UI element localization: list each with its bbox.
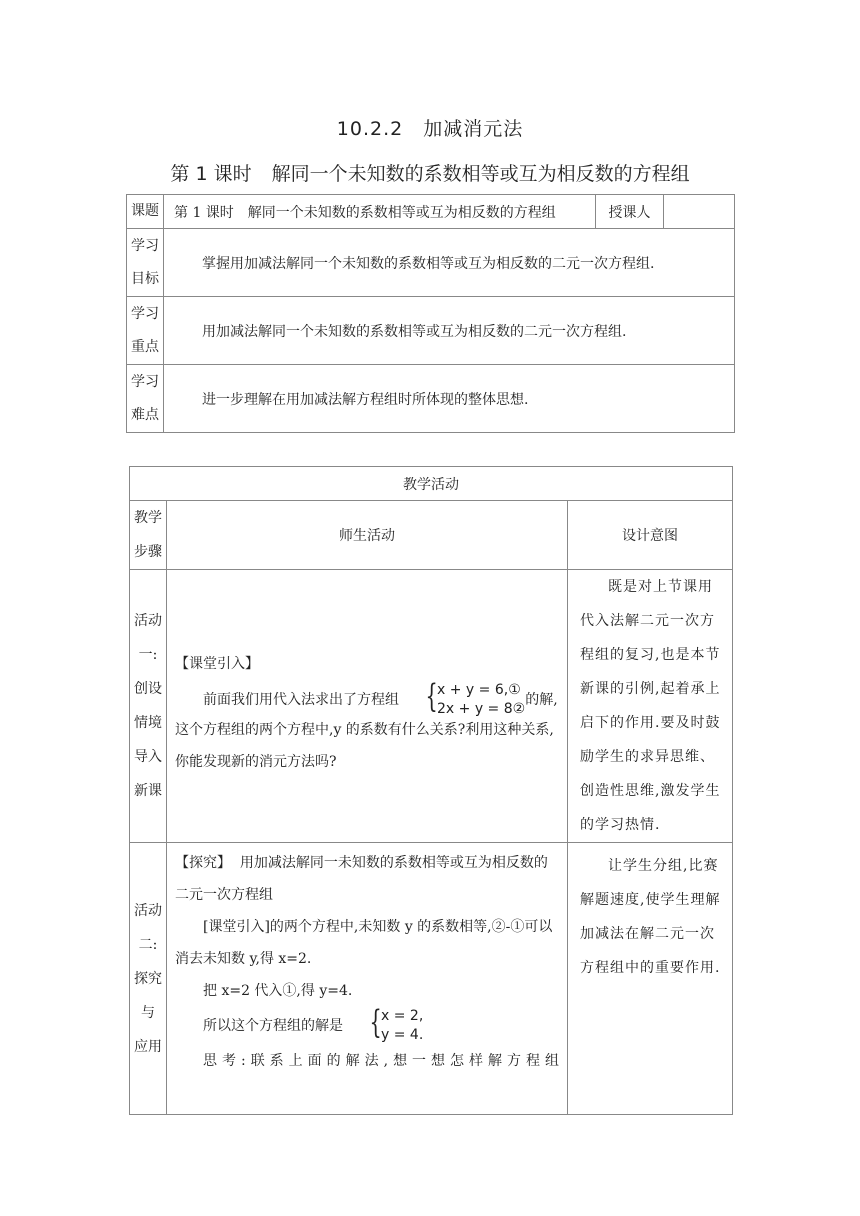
activity1-purpose: 既是对上节课用代入法解二元一次方程组的复习,也是本节新课的引例,起着承上启下的作用.要及时鼓励学生的求异思维、创造性思维,激发学生的学习热情. xyxy=(568,570,733,843)
teacher-label: 授课人 xyxy=(596,195,664,229)
activity-column-header: 师生活动 xyxy=(167,501,568,570)
equation-system: { x + y = 6,① 2x + y = 8② xyxy=(425,677,526,717)
solution-system: { x = 2, y = 4. xyxy=(369,1003,424,1043)
activity2-step: 活动 二: 探究 与 应用 xyxy=(130,843,167,1115)
activity-heading: 教学活动 xyxy=(130,467,733,501)
lesson-number: 第 1 课时 xyxy=(170,163,252,185)
difficulty-content: 进一步理解在用加减法解方程组时所体现的整体思想. xyxy=(164,365,735,433)
activity1-section-title: 【课堂引入】 xyxy=(175,656,259,672)
activity1-step: 活动 一: 创设 情境 导入 新课 xyxy=(130,570,167,843)
activity2-content xyxy=(167,843,568,1115)
activity1-question-rest: 这个方程组的两个方程中,y 的系数有什么关系?利用这种关系,你能发现新的消元方法吗? xyxy=(175,722,554,770)
objective-label: 学习 目标 xyxy=(127,229,164,297)
lesson-info-table xyxy=(126,194,735,433)
activity2-purpose: 让学生分组,比赛解题速度,使学生理解加减法在解二元一次方程组中的重要作用. xyxy=(568,843,733,1115)
lesson-topic: 解同一个未知数的系数相等或互为相反数的方程组 xyxy=(271,163,690,185)
activity2-intro: 【探究】 用加减法解同一未知数的系数相等或互为相反数的二元一次方程组 xyxy=(175,855,548,903)
activity1-question: 前面我们用代入法求出了方程组 { x + y = 6,① 2x + y = 8② 的解, xyxy=(203,677,558,717)
topic-label: 课题 xyxy=(127,195,164,229)
key-point-content: 用加减法解同一个未知数的系数相等或互为相反数的二元一次方程组. xyxy=(164,297,735,365)
activity2-section-title: 【探究】 xyxy=(175,855,231,871)
objective-content: 掌握用加减法解同一个未知数的系数相等或互为相反数的二元一次方程组. xyxy=(164,229,735,297)
activity1-content xyxy=(167,570,568,843)
activity2-solution: 所以这个方程组的解是 { x = 2, y = 4. xyxy=(203,1003,424,1043)
difficulty-label: 学习 难点 xyxy=(127,365,164,433)
activity2-para1: [课堂引入]的两个方程中,未知数 y 的系数相等,②-①可以消去未知数 y,得 x=2. xyxy=(175,919,553,967)
activity2-para4: 思考:联系上面的解法,想一想怎样解方程组 xyxy=(203,1053,559,1069)
purpose-column-header: 设计意图 xyxy=(568,501,733,570)
teacher-value xyxy=(664,195,735,229)
page-title: 10.2.2 加减消元法 xyxy=(336,118,524,140)
topic-value: 第 1 课时 解同一个未知数的系数相等或互为相反数的方程组 xyxy=(164,195,596,229)
activity2-para2: 把 x=2 代入①,得 y=4. xyxy=(203,983,353,999)
key-point-label: 学习 重点 xyxy=(127,297,164,365)
step-column-header: 教学 步骤 xyxy=(130,501,167,570)
page-subtitle xyxy=(0,159,860,186)
teaching-activity-table xyxy=(129,466,733,1115)
